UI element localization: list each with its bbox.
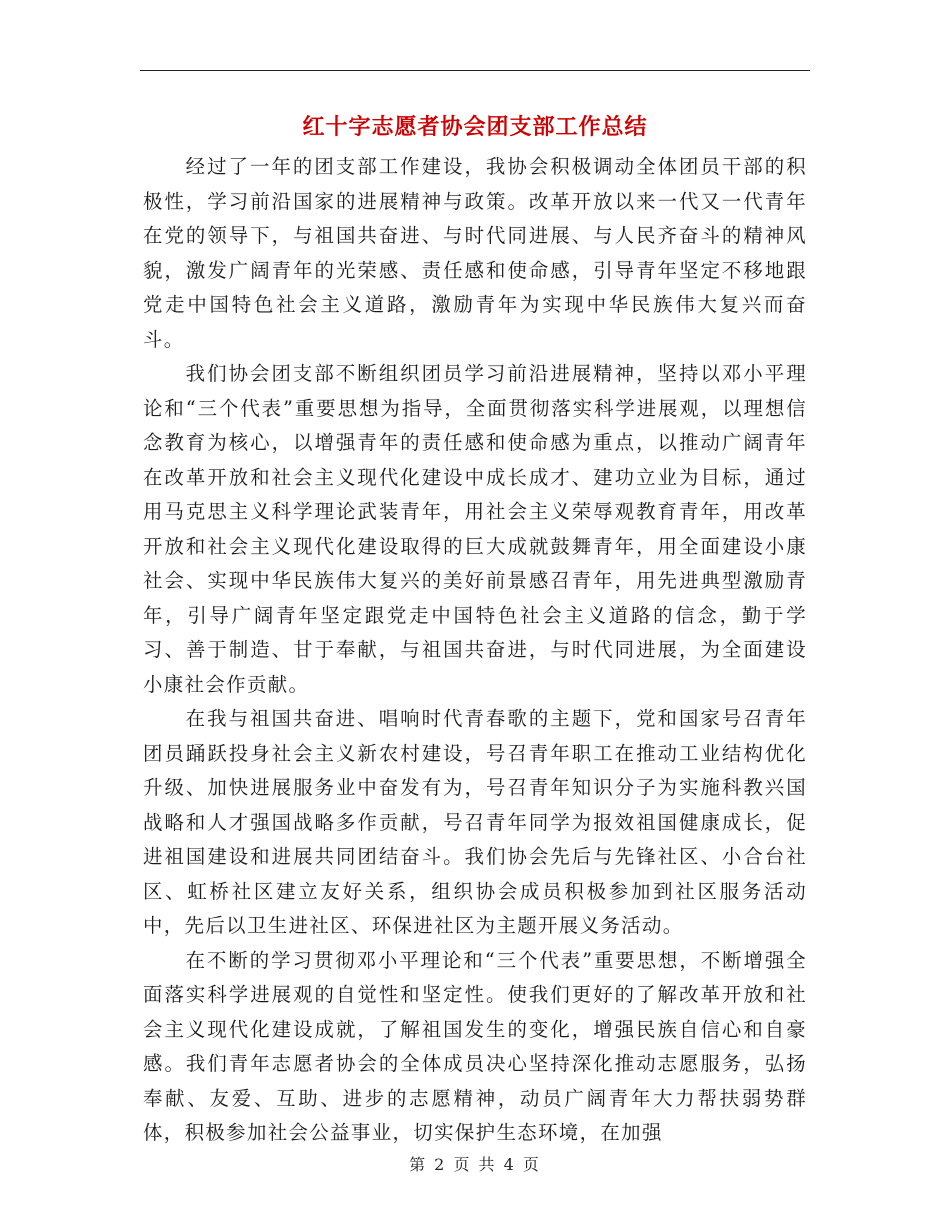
paragraph-2: 我们协会团支部不断组织团员学习前沿进展精神，坚持以邓小平理论和“三个代表”重要思想为指导，全面贯彻落实科学进展观，以理想信念教育为核心，以增强青年的责任感和使命感为重点，以推动广阔青年在改革开放和社会主义现代化建设中成长成才、建功立业为目标，通过用马克思主义科学理论武装青年，用社会主义荣辱观教育青年，用改革开放和社会主义现代化建设取得的巨大成就鼓舞青年，用全面建设小康社会、实现中华民族伟大复兴的美好前景感召青年，用先进典型激励青年，引导广阔青年坚定跟党走中国特色社会主义道路的信念，勤于学习、善于制造、甘于奉献，与祖国共奋进，与时代同进展，为全面建设小康社会作贡献。 (143, 362, 807, 696)
page-number: 第 2 页 共 4 页 (409, 1155, 541, 1174)
paragraph-1: 经过了一年的团支部工作建设，我协会积极调动全体团员干部的积极性，学习前沿国家的进展精神与政策。改革开放以来一代又一代青年在党的领导下，与祖国共奋进、与时代同进展、与人民齐奋斗的精神风貌，激发广阔青年的光荣感、责任感和使命感，引导青年坚定不移地跟党走中国特色社会主义道路，激励青年为实现中华民族伟大复兴而奋斗。 (143, 155, 807, 351)
document-body (143, 150, 807, 1151)
document-title: 红十字志愿者协会团支部工作总结 (302, 115, 648, 140)
paragraph-3: 在我与祖国共奋进、唱响时代青春歌的主题下，党和国家号召青年团员踊跃投身社会主义新农村建设，号召青年职工在推动工业结构优化升级、加快进展服务业中奋发有为，号召青年知识分子为实施科教兴国战略和人才强国战略多作贡献，号召青年同学为报效祖国健康成长，促进祖国建设和进展共同团结奋斗。我们协会先后与先锋社区、小合台社区、虹桥社区建立友好关系，组织协会成员积极参加到社区服务活动中，先后以卫生进社区、环保进社区为主题开展义务活动。 (143, 707, 807, 937)
header-rule (140, 70, 810, 71)
paragraph-4: 在不断的学习贯彻邓小平理论和“三个代表”重要思想，不断增强全面落实科学进展观的自觉性和坚定性。使我们更好的了解改革开放和社会主义现代化建设成就，了解祖国发生的变化，增强民族自信心和自豪感。我们青年志愿者协会的全体成员决心坚持深化推动志愿服务，弘扬奉献、友爱、互助、进步的志愿精神，动员广阔青年大力帮扶弱势群体，积极参加社会公益事业，切实保护生态环境，在加强 (143, 948, 807, 1144)
